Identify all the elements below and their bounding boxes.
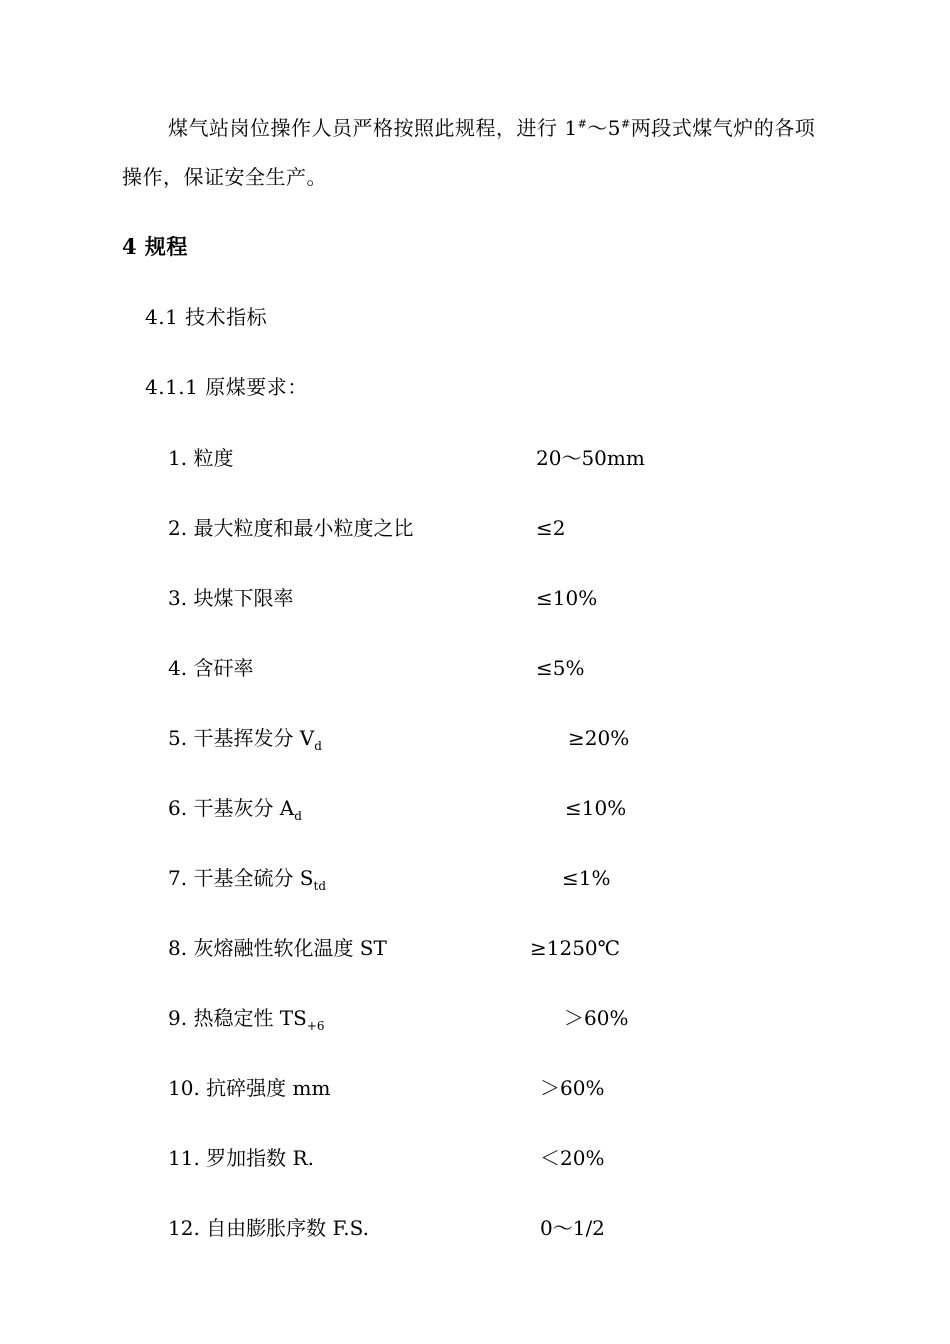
item-label-text: 1. 粒度	[168, 446, 234, 470]
item-label	[168, 866, 327, 893]
item-label-text: 8. 灰熔融性软化温度 ST	[168, 936, 387, 960]
list-item	[168, 1076, 868, 1100]
list-item	[168, 726, 868, 753]
item-label	[168, 586, 293, 610]
item-value: ＜20%	[540, 1146, 605, 1170]
list-item	[168, 936, 868, 960]
intro-text-after: 两段式煤气炉的各项	[630, 116, 816, 140]
intro-paragraph-line-1	[168, 116, 815, 140]
list-item	[168, 1146, 868, 1170]
item-label	[168, 936, 387, 960]
item-label-text: 9. 热稳定性 TS	[168, 1006, 307, 1030]
list-item	[168, 656, 868, 680]
item-value: ≥1250℃	[530, 936, 621, 960]
item-label-text: 6. 干基灰分 A	[168, 796, 295, 820]
item-label-text: 7. 干基全硫分 S	[168, 866, 314, 890]
list-item	[168, 586, 868, 610]
item-label	[168, 656, 253, 680]
item-label-text: 12. 自由膨胀序数 F.S.	[168, 1216, 369, 1240]
item-label	[168, 446, 233, 470]
item-label-subscript: d	[294, 809, 302, 823]
item-label	[168, 516, 413, 540]
item-value: 20～50mm	[536, 446, 645, 470]
intro-text-mid: ～5	[587, 116, 622, 140]
intro-superscript-1: #	[577, 117, 588, 131]
list-item	[168, 1216, 868, 1240]
item-label	[168, 1216, 369, 1240]
item-label-subscript: td	[313, 879, 327, 893]
subsubsection-heading: 4.1.1 原煤要求：	[145, 375, 308, 399]
list-item	[168, 1006, 868, 1033]
item-label	[168, 796, 302, 823]
list-item	[168, 796, 868, 823]
item-label-text: 10. 抗碎强度 mm	[168, 1076, 331, 1100]
subsection-heading: 4.1 技术指标	[145, 305, 268, 329]
intro-paragraph-line-2: 操作，保证安全生产。	[122, 165, 327, 189]
list-item	[168, 446, 868, 470]
item-value: ≤5%	[536, 656, 585, 680]
item-label	[168, 1146, 314, 1170]
item-label-subscript: +6	[306, 1019, 325, 1033]
item-label-text: 5. 干基挥发分 V	[168, 726, 315, 750]
item-value: ≤10%	[565, 796, 627, 820]
item-label-text: 4. 含矸率	[168, 656, 254, 680]
list-item	[168, 516, 868, 540]
item-label	[168, 726, 322, 753]
item-value: ≤10%	[536, 586, 598, 610]
item-value: ≤2	[536, 516, 566, 540]
intro-text-before: 煤气站岗位操作人员严格按照此规程，进行 1	[168, 116, 578, 140]
item-label-text: 3. 块煤下限率	[168, 586, 294, 610]
item-label	[168, 1076, 330, 1100]
section-heading: 4 规程	[122, 234, 188, 259]
intro-superscript-2: #	[621, 117, 631, 131]
item-label	[168, 1006, 325, 1033]
item-label-text: 11. 罗加指数 R.	[168, 1146, 314, 1170]
item-value: ≤1%	[562, 866, 611, 890]
item-label-text: 2. 最大粒度和最小粒度之比	[168, 516, 414, 540]
item-value: ＞60%	[540, 1076, 605, 1100]
item-value: ＞60%	[564, 1006, 629, 1030]
list-item	[168, 866, 868, 893]
item-value: 0～1/2	[540, 1216, 605, 1240]
item-value: ≥20%	[568, 726, 630, 750]
item-label-subscript: d	[314, 739, 322, 753]
